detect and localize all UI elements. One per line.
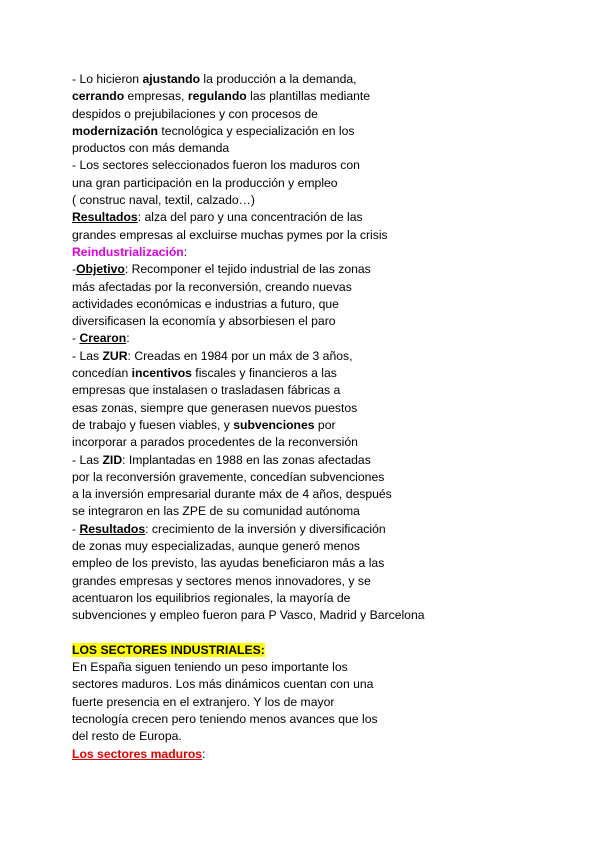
text-line: - Las ZID: Implantadas en 1988 en las zonas afectadas bbox=[72, 452, 371, 467]
text-line: empresas que instalasen o trasladasen fábricas a bbox=[72, 383, 341, 398]
text-line: - Lo hicieron ajustando la producción a la demanda, bbox=[72, 72, 357, 86]
text-line: - Resultados: crecimiento de la inversión y diversificación bbox=[72, 521, 386, 536]
text-line: fuerte presencia en el extranjero. Y los de mayor bbox=[72, 694, 335, 709]
section-heading-reindustrializacion: Reindustrialización: bbox=[72, 244, 188, 259]
text-line: más afectadas por la reconversión, creando nuevas bbox=[72, 279, 352, 294]
text-line: productos con más demanda bbox=[72, 141, 230, 156]
text-line: Resultados: alza del paro y una concentración de las bbox=[72, 210, 363, 225]
text-line: diversificasen la economía y absorbiesen el paro bbox=[72, 314, 336, 329]
text-line: sectores maduros. Los más dinámicos cuentan con una bbox=[72, 677, 374, 692]
text-line: despidos o prejubilaciones y con procesos de bbox=[72, 106, 318, 121]
text-line: En España siguen teniendo un peso importante los bbox=[72, 660, 348, 675]
text-line: del resto de Europa. bbox=[72, 729, 182, 744]
text-line: esas zonas, siempre que generasen nuevos puestos bbox=[72, 400, 358, 415]
text-line: de zonas muy especializadas, aunque generó menos bbox=[72, 539, 360, 554]
text-line: empleo de los previsto, las ayudas beneficiaron más a las bbox=[72, 556, 385, 571]
text-line: -Objetivo: Recomponer el tejido industrial de las zonas bbox=[72, 262, 371, 277]
text-line: actividades económicas e industrias a futuro, que bbox=[72, 296, 339, 311]
text-line: grandes empresas al excluirse muchas pymes por la crisis bbox=[72, 227, 388, 242]
text-line: - Crearon: bbox=[72, 331, 130, 346]
text-line: - Los sectores seleccionados fueron los maduros con bbox=[72, 158, 360, 173]
text-line: de trabajo y fuesen viables, y subvenciones por bbox=[72, 417, 336, 432]
text-line: se integraron en las ZPE de su comunidad autónoma bbox=[72, 504, 360, 519]
section-heading-sectores-industriales: LOS SECTORES INDUSTRIALES: bbox=[72, 642, 265, 657]
text-line: tecnología crecen pero teniendo menos avances que los bbox=[72, 711, 378, 726]
text-line: modernización tecnológica y especialización en los bbox=[72, 123, 355, 138]
text-line: incorporar a parados procedentes de la reconversión bbox=[72, 435, 358, 450]
text-line: - Las ZUR: Creadas en 1984 por un máx de 3 años, bbox=[72, 348, 353, 363]
text-line: ( construc naval, textil, calzado…) bbox=[72, 193, 255, 208]
text-line: concedían incentivos fiscales y financieros a las bbox=[72, 366, 337, 381]
text-line: cerrando empresas, regulando las plantillas mediante bbox=[72, 89, 371, 104]
text-line: a la inversión empresarial durante máx de 4 años, después bbox=[72, 487, 392, 502]
text-line: una gran participación en la producción y empleo bbox=[72, 175, 338, 190]
section-heading-sectores-maduros: Los sectores maduros: bbox=[72, 746, 206, 761]
document-text bbox=[72, 71, 532, 763]
text-line: por la reconversión gravemente, concedían subvenciones bbox=[72, 469, 385, 484]
text-line: grandes empresas y sectores menos innovadores, y se bbox=[72, 573, 371, 588]
blank-line bbox=[72, 625, 532, 642]
text-line: acentuaron los equilibrios regionales, la mayoría de bbox=[72, 590, 351, 605]
text-line: subvenciones y empleo fueron para P Vasco, Madrid y Barcelona bbox=[72, 608, 425, 623]
